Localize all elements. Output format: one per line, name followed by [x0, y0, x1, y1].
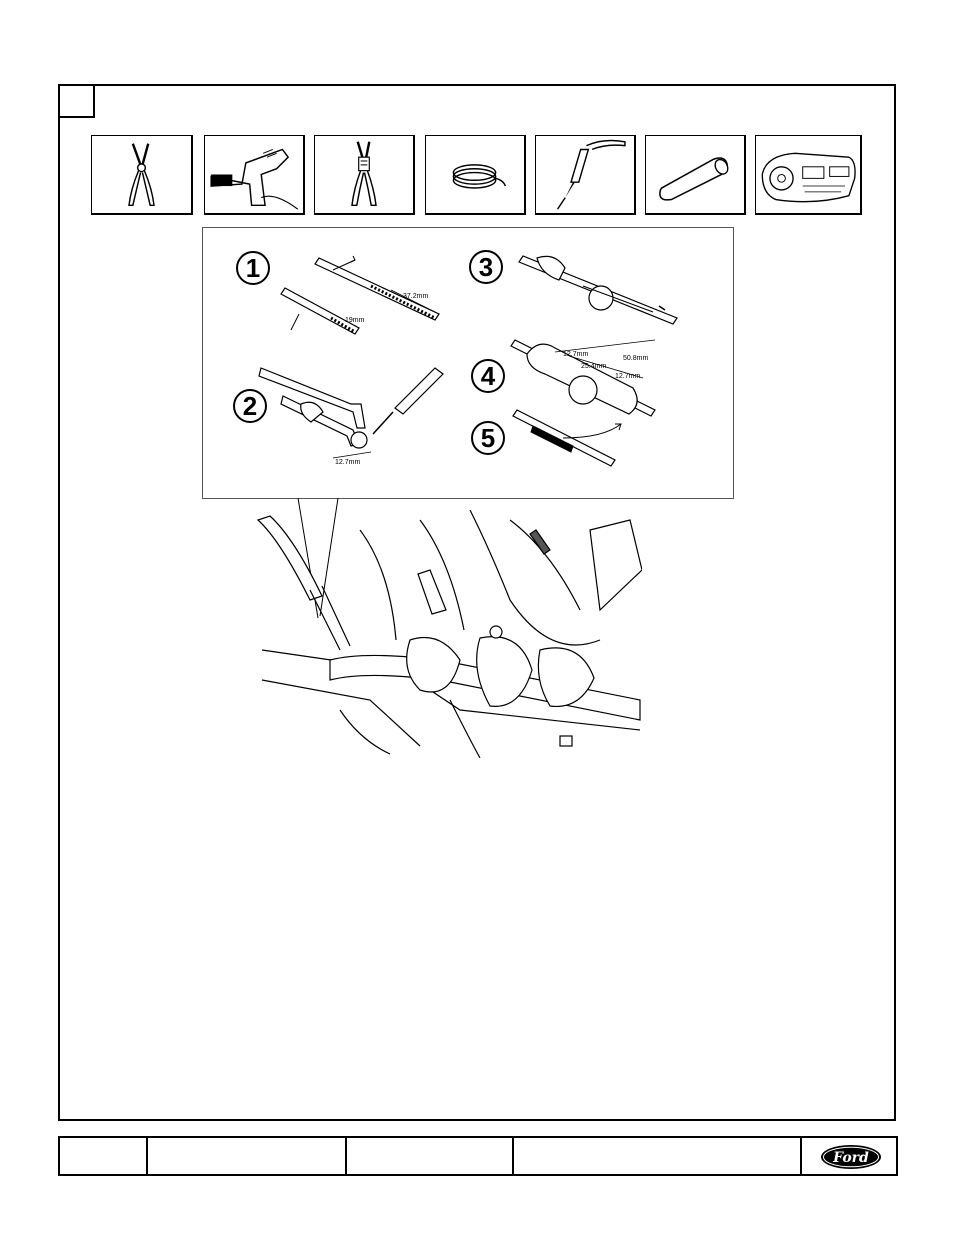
diagonal-cutter-icon [91, 135, 193, 215]
dim-12-7mm: 12.7mm [335, 459, 361, 466]
step-1-marker [237, 252, 269, 284]
solder-wire-icon [425, 135, 526, 215]
dim-37-2mm: 37.2mm [403, 293, 429, 300]
footer-table [58, 1136, 898, 1176]
step-5-label: 5 [480, 423, 496, 453]
step-4-label: 4 [480, 361, 496, 391]
step-2-wires [259, 368, 443, 466]
step-1-label: 1 [245, 253, 261, 283]
splice-diagram [203, 228, 733, 498]
dim-12-7mm-b: 12.7mm [615, 373, 641, 380]
dim-50-8mm: 50.8mm [623, 355, 649, 362]
soldering-iron-icon [535, 135, 636, 215]
wire-stripper-icon [314, 135, 415, 215]
step-4-wires [511, 340, 655, 416]
vehicle-interior-icon [755, 135, 862, 215]
step-2-marker [234, 390, 266, 422]
wire-splice-callout [202, 227, 734, 499]
step-3-marker [470, 251, 502, 283]
step-1-wires [281, 256, 439, 334]
step-3-label: 3 [478, 252, 494, 282]
step-5-wires [513, 410, 621, 466]
step-number-box [58, 84, 95, 118]
heat-shrink-tube-icon [645, 135, 746, 215]
dim-12-7mm-a: 12.7mm [563, 351, 589, 358]
step-3-wires [519, 256, 677, 324]
step-4-marker [472, 360, 504, 392]
step-2-label: 2 [242, 391, 258, 421]
ford-logo-icon [820, 1144, 882, 1170]
wiring-harness-illustration [250, 510, 642, 758]
dim-19mm: 19mm [345, 317, 365, 324]
dim-25-4mm: 25.4mm [581, 363, 607, 370]
step-5-marker [472, 422, 504, 454]
ford-logo-text: Ford [833, 1150, 869, 1166]
heat-gun-icon [204, 135, 305, 215]
